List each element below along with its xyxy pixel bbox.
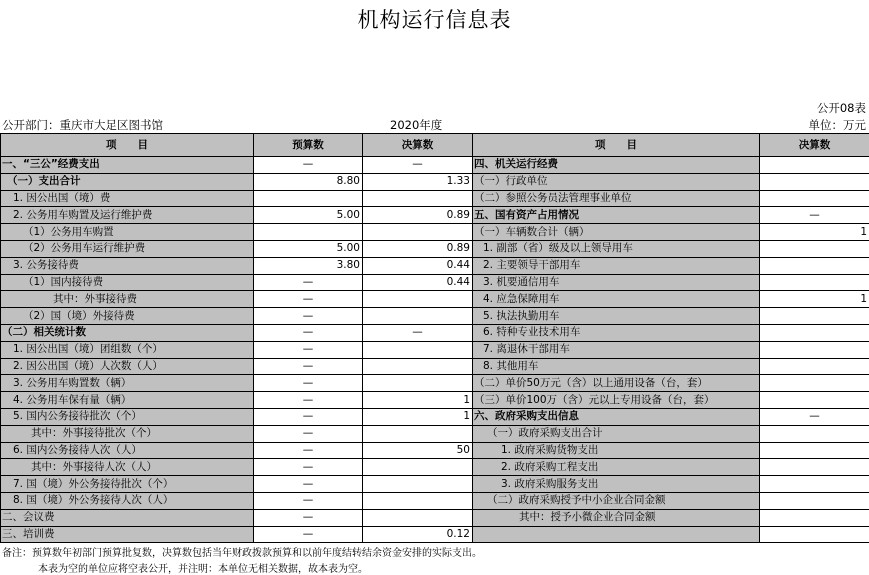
budget-value: — bbox=[254, 358, 363, 375]
right-item-label: （一）行政单位 bbox=[473, 173, 760, 190]
final-value: 0.89 bbox=[363, 207, 473, 224]
right-final-value bbox=[760, 274, 869, 291]
header-left-item: 项 目 bbox=[1, 134, 254, 157]
left-item-label: 二、会议费 bbox=[1, 509, 254, 526]
final-value bbox=[363, 308, 473, 325]
header-right-item: 项 目 bbox=[473, 134, 760, 157]
right-item-label: 2. 主要领导干部用车 bbox=[473, 257, 760, 274]
right-final-value bbox=[760, 257, 869, 274]
final-value: 0.44 bbox=[363, 257, 473, 274]
budget-value bbox=[254, 190, 363, 207]
fiscal-year: 2020年度 bbox=[390, 118, 443, 132]
budget-value: — bbox=[254, 341, 363, 358]
right-item-label: （二）政府采购授予中小企业合同金额 bbox=[473, 492, 760, 509]
right-final-value bbox=[760, 492, 869, 509]
table-row bbox=[1, 526, 869, 543]
right-final-value bbox=[760, 459, 869, 476]
left-item-label: 4. 公务用车保有量（辆） bbox=[1, 392, 254, 409]
table-row bbox=[1, 509, 869, 526]
table-row bbox=[1, 291, 869, 308]
right-final-value bbox=[760, 509, 869, 526]
right-final-value bbox=[760, 425, 869, 442]
budget-value: 8.80 bbox=[254, 173, 363, 190]
left-item-label: 5. 国内公务接待批次（个） bbox=[1, 408, 254, 425]
budget-value: — bbox=[254, 492, 363, 509]
unit-label: 单位：万元 bbox=[808, 118, 866, 132]
table-row bbox=[1, 341, 869, 358]
right-item-label: 五、国有资产占用情况 bbox=[473, 207, 760, 224]
right-item-label: （三）单价100万（含）元以上专用设备（台，套） bbox=[473, 392, 760, 409]
final-value bbox=[363, 476, 473, 493]
report-title: 机构运行信息表 bbox=[357, 8, 512, 32]
right-final-value bbox=[760, 324, 869, 341]
left-item-label: 8. 国（境）外公务接待人次（人） bbox=[1, 492, 254, 509]
left-item-label: 3. 公务接待费 bbox=[1, 257, 254, 274]
right-final-value bbox=[760, 173, 869, 190]
table-row bbox=[1, 274, 869, 291]
budget-value: 5.00 bbox=[254, 207, 363, 224]
right-item-label: 3. 政府采购服务支出 bbox=[473, 476, 760, 493]
left-item-label: 1. 因公出国（境）费 bbox=[1, 190, 254, 207]
final-value bbox=[363, 224, 473, 241]
left-item-label: 2. 因公出国（境）人次数（人） bbox=[1, 358, 254, 375]
final-value: 1.33 bbox=[363, 173, 473, 190]
budget-value: — bbox=[254, 375, 363, 392]
right-item-label: 其中：授予小微企业合同金额 bbox=[473, 509, 760, 526]
right-final-value bbox=[760, 308, 869, 325]
table-row bbox=[1, 358, 869, 375]
left-item-label: 6. 国内公务接待人次（人） bbox=[1, 442, 254, 459]
budget-value: — bbox=[254, 308, 363, 325]
right-final-value: 1 bbox=[760, 291, 869, 308]
table-row bbox=[1, 257, 869, 274]
final-value bbox=[363, 492, 473, 509]
budget-value: — bbox=[254, 509, 363, 526]
final-value: 1 bbox=[363, 392, 473, 409]
budget-value: — bbox=[254, 425, 363, 442]
left-item-label: 3. 公务用车购置数（辆） bbox=[1, 375, 254, 392]
left-item-label: 其中：外事接待费 bbox=[1, 291, 254, 308]
left-item-label: （1）公务用车购置 bbox=[1, 224, 254, 241]
final-value: 50 bbox=[363, 442, 473, 459]
header-budget: 预算数 bbox=[254, 134, 363, 157]
budget-value: — bbox=[254, 526, 363, 543]
right-final-value: — bbox=[760, 408, 869, 425]
budget-value: — bbox=[254, 324, 363, 341]
budget-value: — bbox=[254, 459, 363, 476]
right-final-value bbox=[760, 392, 869, 409]
left-item-label: （2）国（境）外接待费 bbox=[1, 308, 254, 325]
final-value bbox=[363, 459, 473, 476]
right-final-value bbox=[760, 442, 869, 459]
right-item-label: 六、政府采购支出信息 bbox=[473, 408, 760, 425]
right-item-label: 2. 政府采购工程支出 bbox=[473, 459, 760, 476]
right-item-label: （一）车辆数合计（辆） bbox=[473, 224, 760, 241]
table-row bbox=[1, 425, 869, 442]
right-item-label: （二）单价50万元（含）以上通用设备（台，套） bbox=[473, 375, 760, 392]
right-item-label: 1. 政府采购货物支出 bbox=[473, 442, 760, 459]
left-item-label: 1. 因公出国（境）团组数（个） bbox=[1, 341, 254, 358]
final-value bbox=[363, 425, 473, 442]
final-value bbox=[363, 358, 473, 375]
final-value bbox=[363, 190, 473, 207]
left-item-label: 一、“三公”经费支出 bbox=[1, 157, 254, 174]
budget-value: 5.00 bbox=[254, 240, 363, 257]
table-row bbox=[1, 224, 869, 241]
right-item-label: 5. 执法执勤用车 bbox=[473, 308, 760, 325]
table-row bbox=[1, 207, 869, 224]
final-value bbox=[363, 341, 473, 358]
table-row bbox=[1, 492, 869, 509]
table-row bbox=[1, 442, 869, 459]
header-final: 决算数 bbox=[363, 134, 473, 157]
table-row bbox=[1, 392, 869, 409]
right-final-value: — bbox=[760, 207, 869, 224]
header-right-final: 决算数 bbox=[760, 134, 869, 157]
final-value bbox=[363, 375, 473, 392]
final-value bbox=[363, 291, 473, 308]
final-value: — bbox=[363, 157, 473, 174]
right-item-label: 8. 其他用车 bbox=[473, 358, 760, 375]
right-item-label: （二）参照公务员法管理事业单位 bbox=[473, 190, 760, 207]
right-item-label: 3. 机要通信用车 bbox=[473, 274, 760, 291]
budget-value bbox=[254, 224, 363, 241]
budget-value: — bbox=[254, 157, 363, 174]
left-item-label: （二）相关统计数 bbox=[1, 324, 254, 341]
right-item-label: 7. 离退休干部用车 bbox=[473, 341, 760, 358]
left-item-label: （1）国内接待费 bbox=[1, 274, 254, 291]
budget-value: — bbox=[254, 274, 363, 291]
right-item-label bbox=[473, 526, 760, 543]
right-item-label: 4. 应急保障用车 bbox=[473, 291, 760, 308]
budget-value: — bbox=[254, 392, 363, 409]
right-item-label: 1. 副部（省）级及以上领导用车 bbox=[473, 240, 760, 257]
table-row bbox=[1, 324, 869, 341]
left-item-label: 三、培训费 bbox=[1, 526, 254, 543]
left-item-label: （2）公务用车运行维护费 bbox=[1, 240, 254, 257]
left-item-label: 7. 国（境）外公务接待批次（个） bbox=[1, 476, 254, 493]
final-value bbox=[363, 509, 473, 526]
info-table bbox=[0, 133, 869, 543]
left-item-label: 2. 公务用车购置及运行维护费 bbox=[1, 207, 254, 224]
right-final-value bbox=[760, 190, 869, 207]
table-row bbox=[1, 476, 869, 493]
budget-value: — bbox=[254, 476, 363, 493]
table-row bbox=[1, 173, 869, 190]
note-line-1: 备注：预算数年初部门预算批复数，决算数包括当年财政拨款预算和以前年度结转结余资金安排的实际支出。 bbox=[2, 548, 482, 559]
left-item-label: 其中：外事接待人次（人） bbox=[1, 459, 254, 476]
budget-value: — bbox=[254, 291, 363, 308]
right-final-value bbox=[760, 476, 869, 493]
right-final-value bbox=[760, 341, 869, 358]
final-value: 0.44 bbox=[363, 274, 473, 291]
final-value: 0.89 bbox=[363, 240, 473, 257]
table-row bbox=[1, 240, 869, 257]
right-final-value bbox=[760, 157, 869, 174]
table-row bbox=[1, 157, 869, 174]
budget-value: — bbox=[254, 408, 363, 425]
right-item-label: （一）政府采购支出合计 bbox=[473, 425, 760, 442]
right-final-value: 1 bbox=[760, 224, 869, 241]
final-value: 0.12 bbox=[363, 526, 473, 543]
right-final-value bbox=[760, 526, 869, 543]
table-number: 公开08表 bbox=[816, 101, 866, 115]
final-value: 1 bbox=[363, 408, 473, 425]
left-item-label: 其中：外事接待批次（个） bbox=[1, 425, 254, 442]
right-final-value bbox=[760, 358, 869, 375]
right-item-label: 6. 特种专业技术用车 bbox=[473, 324, 760, 341]
final-value: — bbox=[363, 324, 473, 341]
table-header-row bbox=[1, 134, 869, 157]
note-line-2: 本表为空的单位应将空表公开，并注明：本单位无相关数据，故本表为空。 bbox=[38, 564, 368, 575]
table-row bbox=[1, 408, 869, 425]
right-final-value bbox=[760, 240, 869, 257]
right-final-value bbox=[760, 375, 869, 392]
budget-value: 3.80 bbox=[254, 257, 363, 274]
budget-value: — bbox=[254, 442, 363, 459]
department-label: 公开部门：重庆市大足区图书馆 bbox=[2, 118, 163, 132]
table-row bbox=[1, 375, 869, 392]
table-row bbox=[1, 459, 869, 476]
table-row bbox=[1, 308, 869, 325]
left-item-label: （一）支出合计 bbox=[1, 173, 254, 190]
right-item-label: 四、机关运行经费 bbox=[473, 157, 760, 174]
table-row bbox=[1, 190, 869, 207]
